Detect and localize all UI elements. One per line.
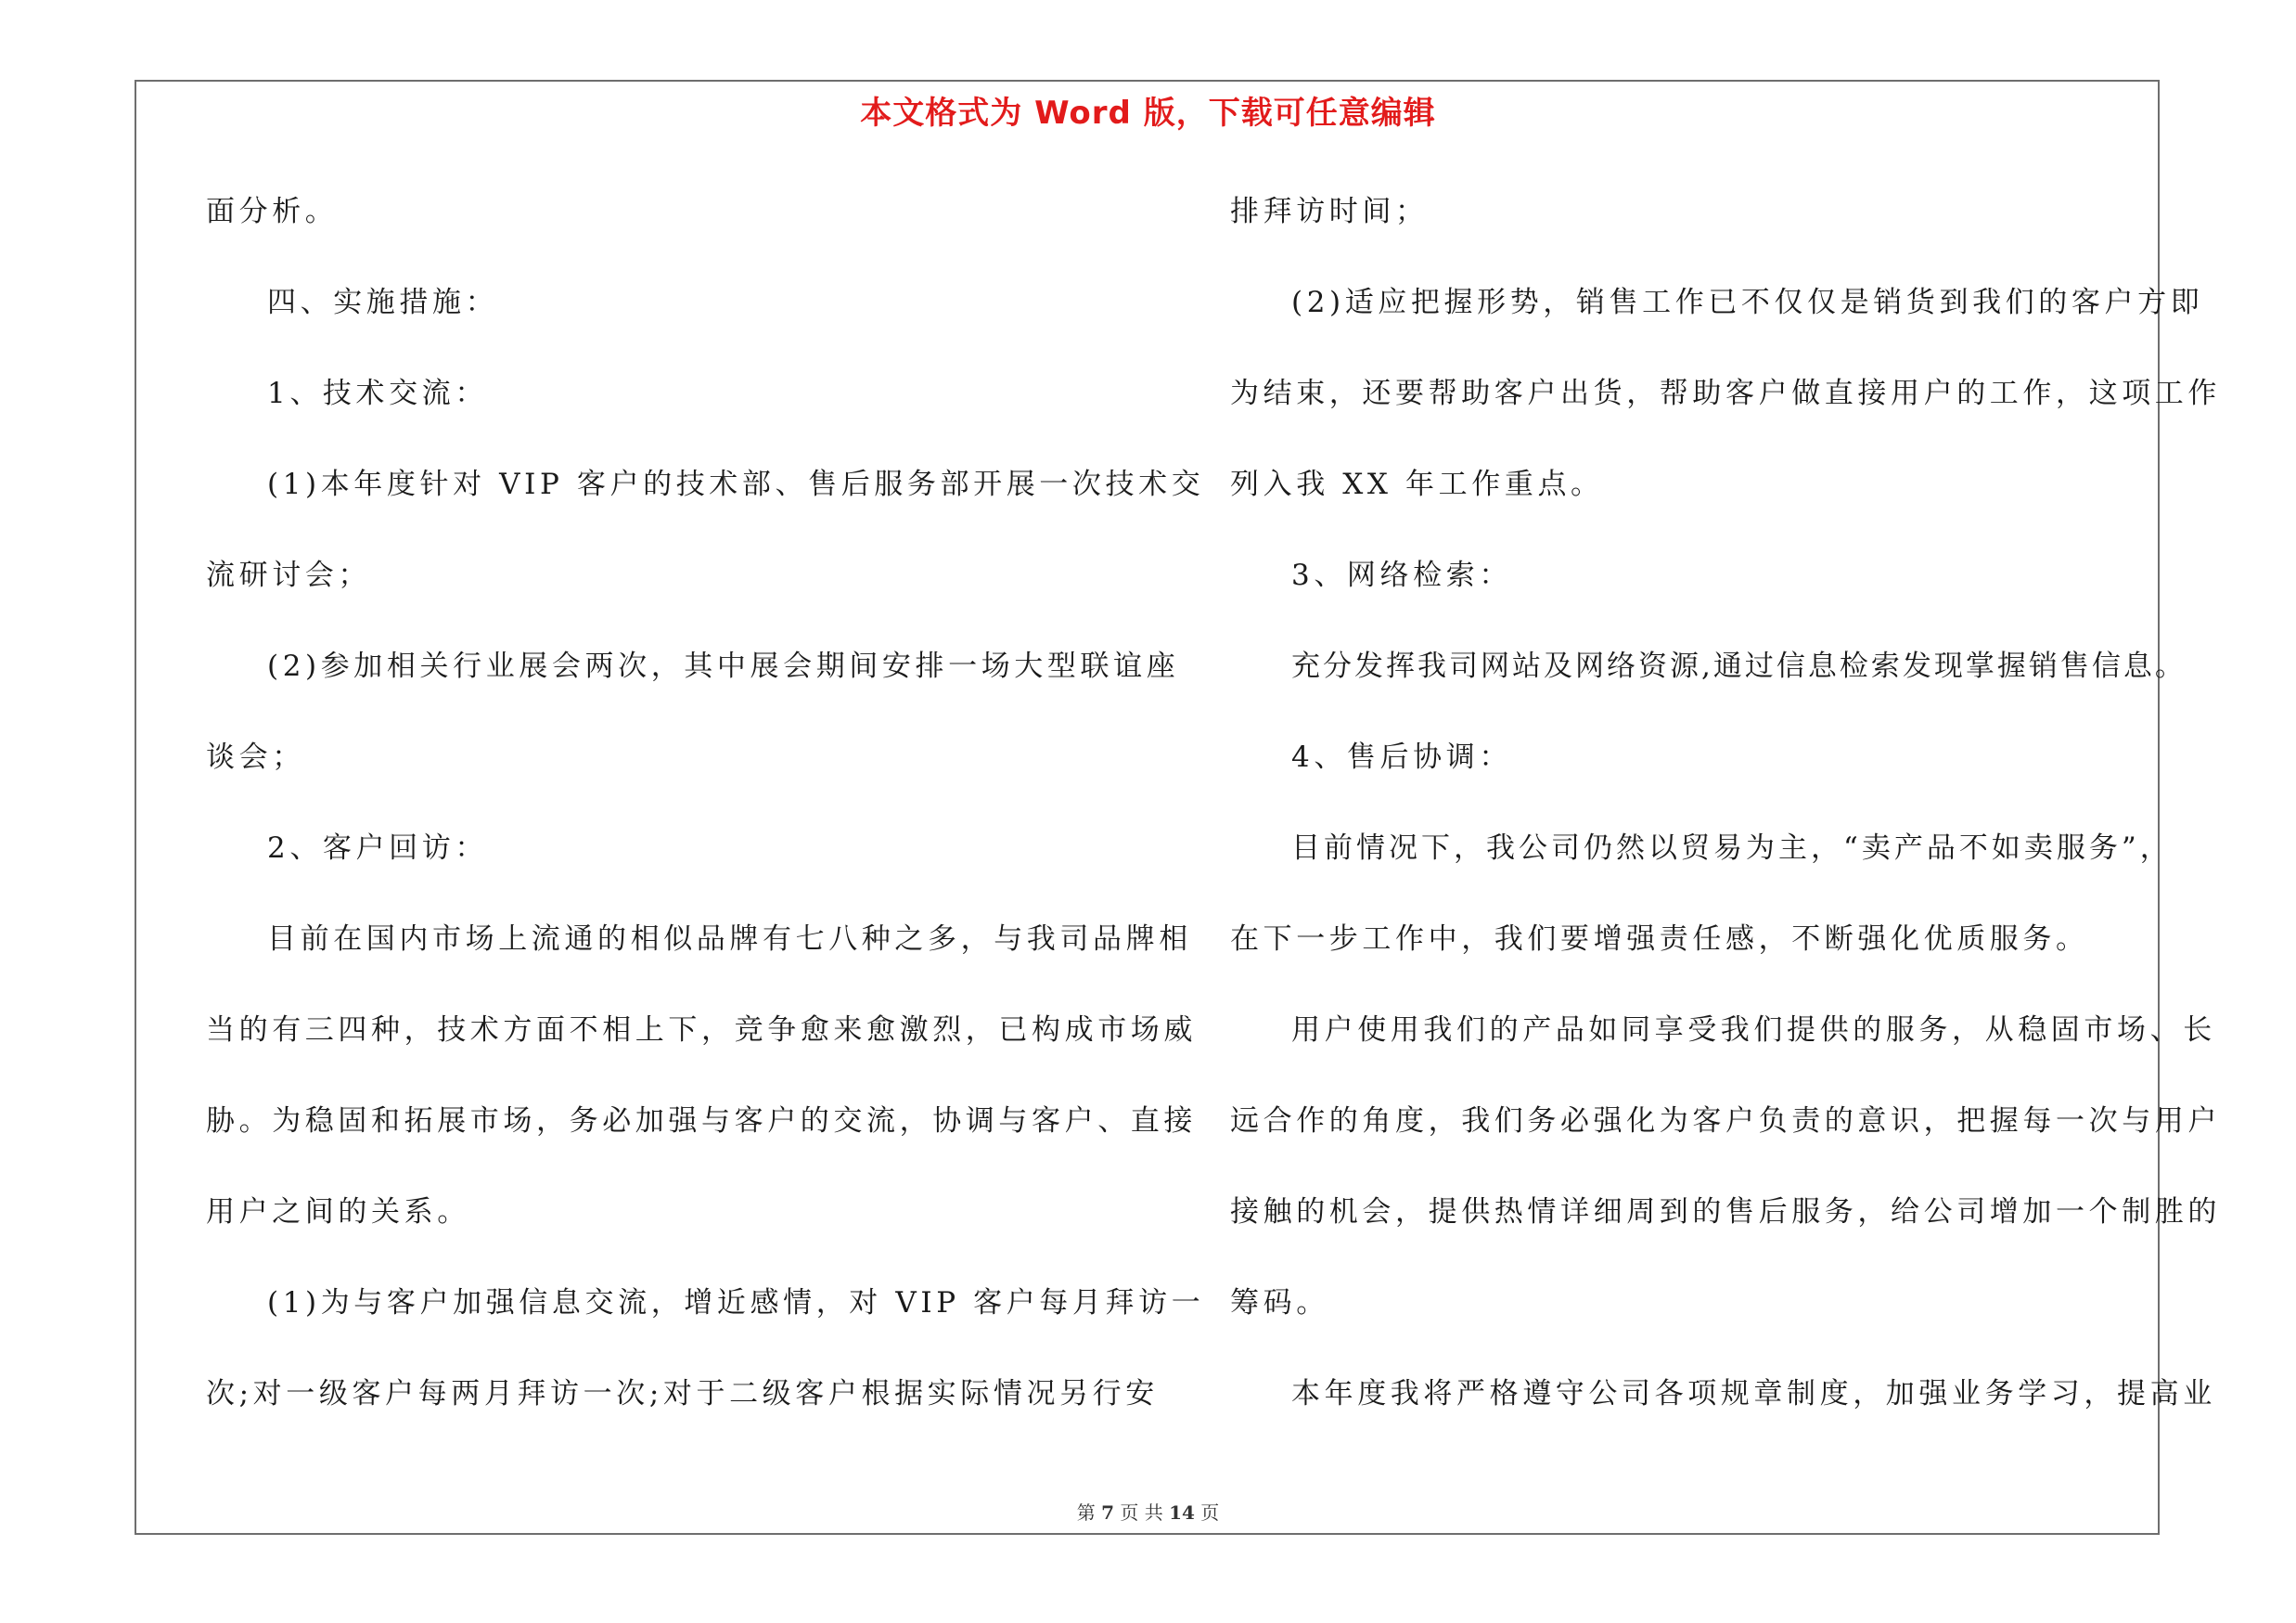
text-line: 用户使用我们的产品如同享受我们提供的服务，从稳固市场、长 [1291,1013,2216,1047]
text-line: (1)为与客户加强信息交流，增近感情，对 VIP 客户每月拜访一 [267,1286,1205,1320]
footer-suffix: 页 [1200,1501,1220,1524]
section-heading: 四、实施措施： [267,286,499,319]
text-line: 充分发挥我司网站及网络资源,通过信息检索发现掌握销售信息。 [1291,650,2187,683]
text-line: 流研讨会； [206,559,371,592]
text-line: (2)参加相关行业展会两次，其中展会期间安排一场大型联谊座 [267,650,1180,683]
text-line: 目前情况下，我公司仍然以贸易为主，“卖产品不如卖服务”， [1291,831,2173,865]
text-line: 排拜访时间； [1230,195,1429,228]
text-line: (1)本年度针对 VIP 客户的技术部、售后服务部开展一次技术交 [267,468,1205,501]
text-line: 为结束，还要帮助客户出货，帮助客户做直接用户的工作，这项工作 [1230,377,2221,410]
footer-middle: 页 共 [1120,1501,1163,1524]
subsection-heading: 2、客户回访： [267,831,488,865]
header-banner: 本文格式为 Word 版，下载可任意编辑 [860,95,1436,132]
text-line: 远合作的角度，我们务必强化为客户负责的意识，把握每一次与用户 [1230,1104,2221,1138]
text-line: 接触的机会，提供热情详细周到的售后服务，给公司增加一个制胜的 [1230,1195,2221,1229]
text-line: 当的有三四种，技术方面不相上下，竞争愈来愈激烈，已构成市场威 [206,1013,1197,1047]
text-line: 胁。为稳固和拓展市场，务必加强与客户的交流，协调与客户、直接 [206,1104,1197,1138]
text-line: (2)适应把握形势，销售工作已不仅仅是销货到我们的客户方即 [1291,286,2204,319]
text-line: 谈会； [206,741,305,774]
page-footer [0,1498,2296,1525]
text-line: 面分析。 [206,195,339,228]
text-line: 在下一步工作中，我们要增强责任感，不断强化优质服务。 [1230,922,2089,956]
text-line: 用户之间的关系。 [206,1195,470,1229]
current-page-number: 7 [1101,1501,1114,1524]
text-line: 目前在国内市场上流通的相似品牌有七八种之多，与我司品牌相 [267,922,1192,956]
subsection-heading: 4、售后协调： [1291,741,1512,774]
footer-prefix: 第 [1076,1501,1096,1524]
total-page-number: 14 [1169,1501,1195,1524]
text-line: 次;对一级客户每两月拜访一次;对于二级客户根据实际情况另行安 [206,1377,1159,1410]
subsection-heading: 3、网络检索： [1291,559,1512,592]
text-line: 本年度我将严格遵守公司各项规章制度，加强业务学习，提高业 [1291,1377,2216,1410]
text-line: 筹码。 [1230,1286,1329,1320]
text-line: 列入我 XX 年工作重点。 [1230,468,1604,501]
subsection-heading: 1、技术交流： [267,377,488,410]
